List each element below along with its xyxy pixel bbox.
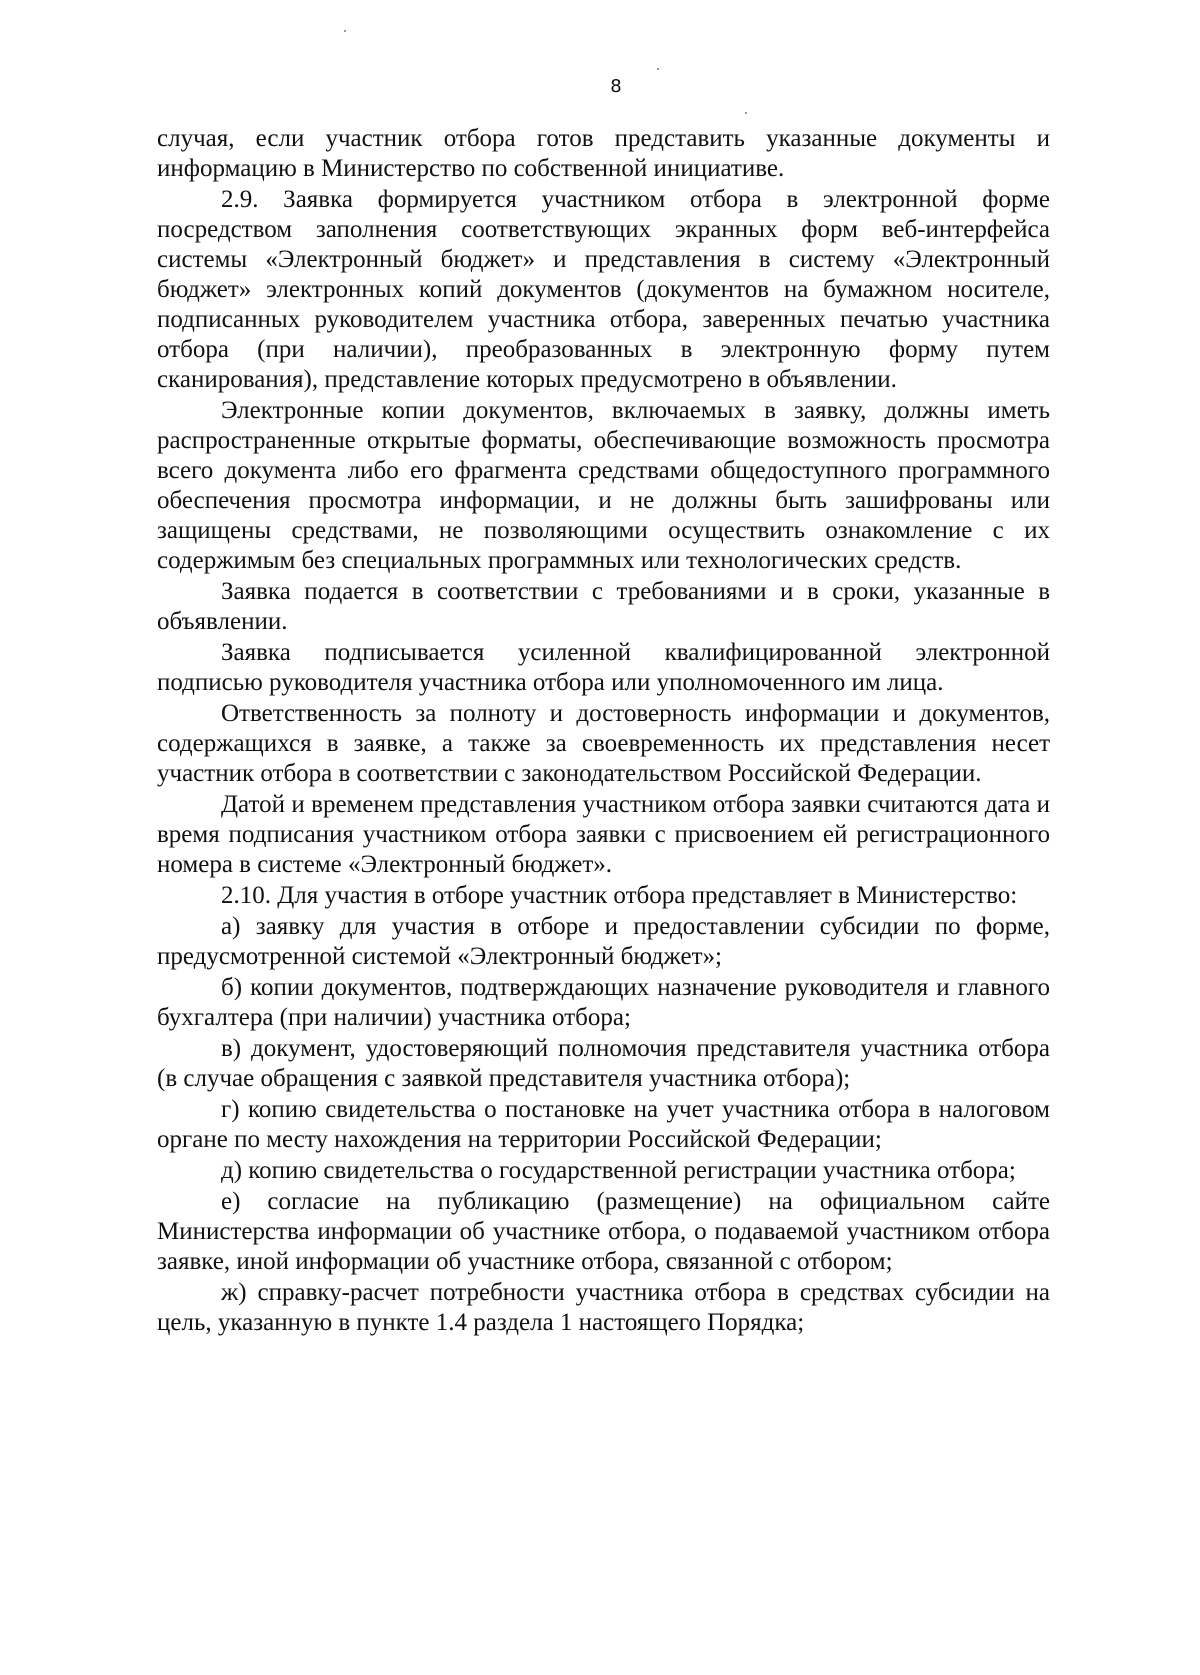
list-item-b: б) копии документов, подтверждающих назначение руководителя и главного бухгалтера (при наличии) участника отбора; bbox=[157, 974, 1050, 1031]
paragraph-2-9: 2.9. Заявка формируется участником отбора в электронной форме посредством заполнения соответствующих экранных форм веб-интерфейса системы «Электронный бюджет» и представления в систему «Электронный бюджет» электронных копий документов (документов на бумажном носителе, подписанных руководителем участника отбора, заверенных печатью участника отбора (при наличии), преобразованных в электронную форму путем сканирования), представление которых предусмотрено в объявлении. bbox=[157, 186, 1050, 393]
page-number: 8 bbox=[610, 76, 622, 97]
scan-speck bbox=[745, 112, 747, 114]
scan-speck bbox=[657, 68, 659, 70]
paragraph-signature: Заявка подписывается усиленной квалифицированной электронной подписью руководителя участника отбора или уполномоченного им лица. bbox=[157, 639, 1050, 696]
paragraph-2-10: 2.10. Для участия в отборе участник отбора представляет в Министерство: bbox=[221, 882, 1018, 909]
list-item-g: г) копию свидетельства о постановке на учет участника отбора в налоговом органе по месту нахождения на территории Российской Федерации; bbox=[157, 1096, 1050, 1153]
paragraph-responsibility: Ответственность за полноту и достоверность информации и документов, содержащихся в заявке, а также за своевременность их представления несет участник отбора в соответствии с законодательством Российской Федерации. bbox=[157, 700, 1050, 787]
paragraph-submission-terms: Заявка подается в соответствии с требованиями и в сроки, указанные в объявлении. bbox=[157, 578, 1050, 635]
list-item-d: д) копию свидетельства о государственной регистрации участника отбора; bbox=[221, 1157, 1016, 1184]
list-item-a: а) заявку для участия в отборе и предоставлении субсидии по форме, предусмотренной системой «Электронный бюджет»; bbox=[157, 913, 1050, 970]
paragraph-continuation: случая, если участник отбора готов представить указанные документы и информацию в Министерство по собственной инициативе. bbox=[157, 125, 1050, 182]
list-item-zh: ж) справку-расчет потребности участника отбора в средствах субсидии на цель, указанную в пункте 1.4 раздела 1 настоящего Порядка; bbox=[157, 1279, 1050, 1336]
list-item-e: е) согласие на публикацию (размещение) на официальном сайте Министерства информации об участнике отбора, о подаваемой участником отбора заявке, иной информации об участнике отбора, связанной с отбором; bbox=[157, 1188, 1050, 1275]
document-body bbox=[157, 124, 1050, 1338]
paragraph-electronic-copies: Электронные копии документов, включаемых в заявку, должны иметь распространенные открытые форматы, обеспечивающие возможность просмотра всего документа либо его фрагмента средствами общедоступного программного обеспечения просмотра информации, и не должны быть зашифрованы или защищены средствами, не позволяющими осуществить ознакомление с их содержимым без специальных программных или технологических средств. bbox=[157, 397, 1050, 574]
list-item-v: в) документ, удостоверяющий полномочия представителя участника отбора (в случае обращения с заявкой представителя участника отбора); bbox=[157, 1035, 1050, 1092]
paragraph-submission-date: Датой и временем представления участником отбора заявки считаются дата и время подписания участником отбора заявки с присвоением ей регистрационного номера в системе «Электронный бюджет». bbox=[157, 791, 1050, 878]
scan-speck bbox=[344, 30, 346, 32]
